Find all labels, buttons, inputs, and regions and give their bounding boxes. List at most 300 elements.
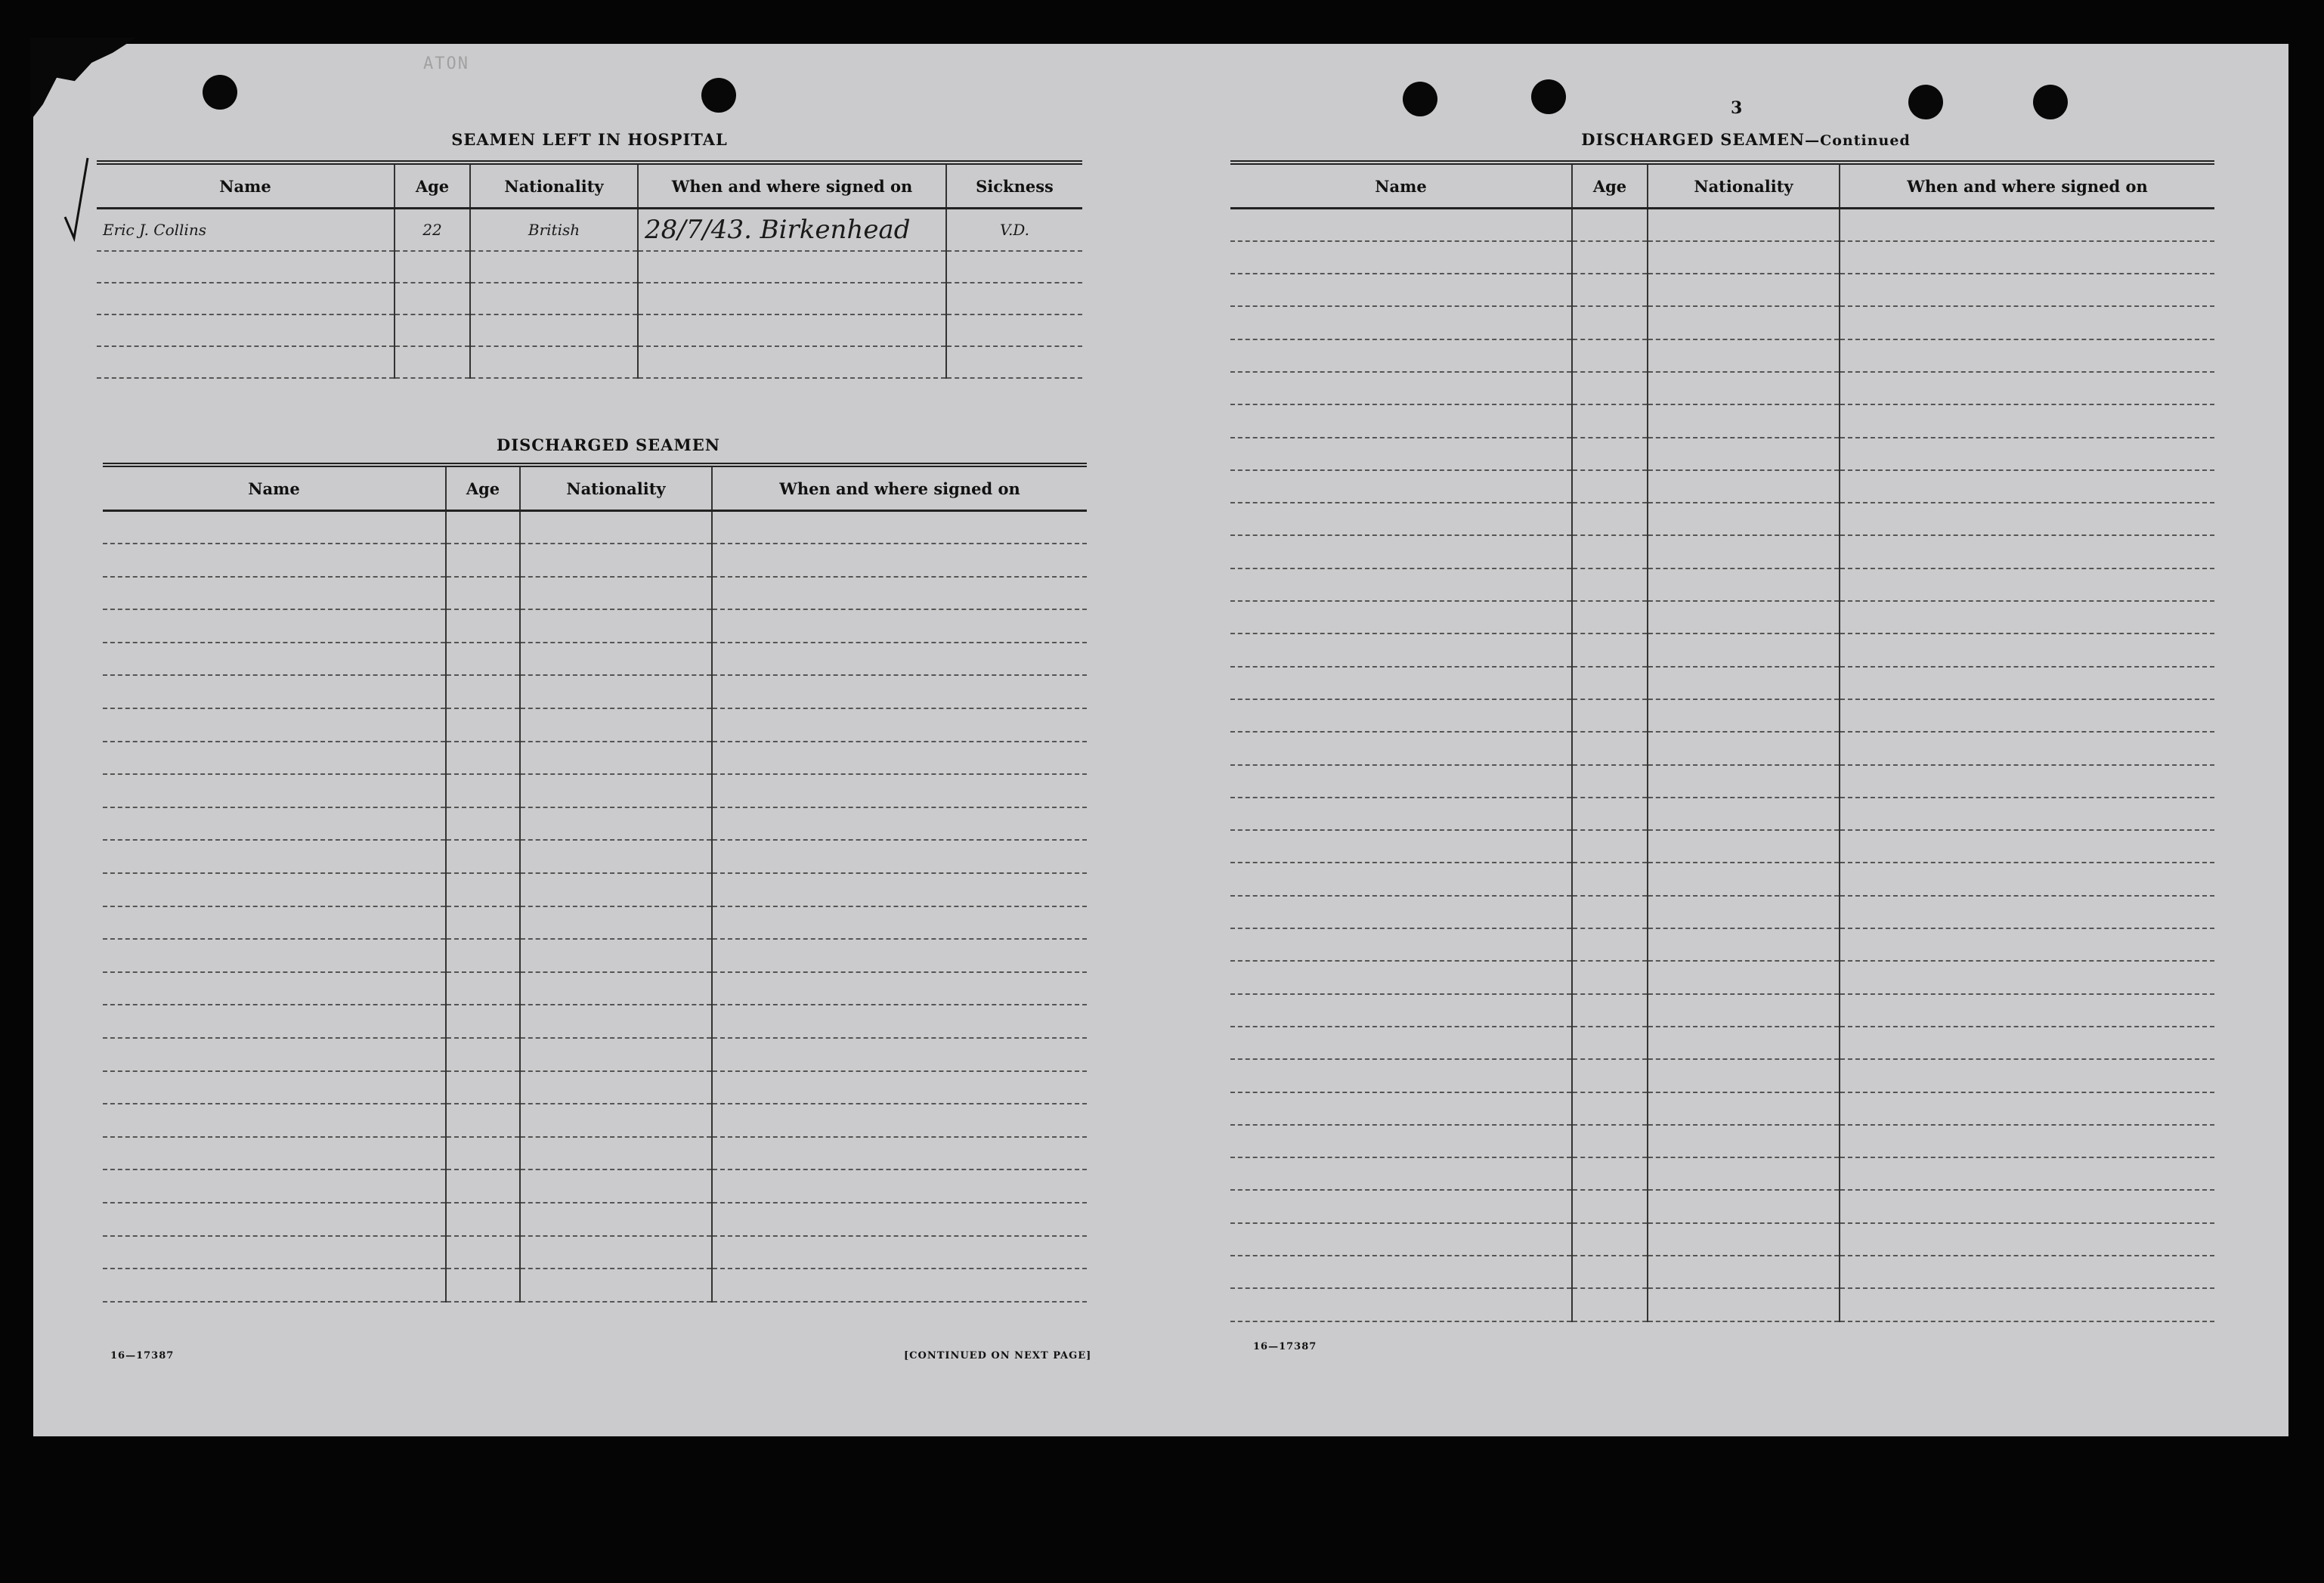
punch-hole <box>1531 79 1566 114</box>
blank-cell <box>1230 535 1572 568</box>
blank-cell <box>103 544 446 577</box>
table-row <box>1230 634 2214 666</box>
table-row <box>97 346 1082 378</box>
blank-cell <box>1572 568 1648 601</box>
blank-cell <box>1648 470 1840 503</box>
table-row <box>97 251 1082 283</box>
blank-cell <box>712 1104 1087 1137</box>
blank-cell <box>712 840 1087 873</box>
hospital-table <box>97 160 1082 379</box>
blank-cell <box>1230 1288 1572 1321</box>
blank-cell <box>1572 274 1648 306</box>
column-header-age: Age <box>1572 163 1648 209</box>
blank-cell <box>446 643 520 676</box>
blank-cell <box>1648 830 1840 863</box>
blank-cell <box>446 1071 520 1104</box>
blank-cell <box>1648 667 1840 699</box>
column-header-age: Age <box>395 163 470 209</box>
blank-cell <box>1572 798 1648 830</box>
blank-cell <box>1230 765 1572 798</box>
blank-cell <box>446 1104 520 1137</box>
blank-cell <box>1840 306 2214 339</box>
table-row <box>1230 1157 2214 1190</box>
blank-cell <box>1840 1288 2214 1321</box>
blank-cell <box>1230 1223 1572 1256</box>
blank-cell <box>1572 1092 1648 1125</box>
table-row <box>1230 699 2214 732</box>
column-header-sickness: Sickness <box>946 163 1082 209</box>
blank-cell <box>1572 306 1648 339</box>
blank-cell <box>1230 339 1572 372</box>
blank-cell <box>1840 241 2214 274</box>
table-row <box>103 774 1087 807</box>
table-row <box>1230 1288 2214 1321</box>
blank-cell <box>1230 241 1572 274</box>
table-row <box>103 1104 1087 1137</box>
discharged-continued-table <box>1230 160 2214 1322</box>
blank-cell <box>1572 994 1648 1027</box>
blank-cell <box>1840 404 2214 437</box>
blank-cell <box>1840 1223 2214 1256</box>
blank-cell <box>520 1236 712 1269</box>
blank-cell <box>712 577 1087 610</box>
blank-cell <box>1572 667 1648 699</box>
blank-cell <box>446 873 520 906</box>
table-row <box>1230 896 2214 928</box>
blank-cell <box>520 544 712 577</box>
blank-cell <box>1572 339 1648 372</box>
blank-cell <box>1230 863 1572 895</box>
table-row <box>103 643 1087 676</box>
blank-cell <box>520 1005 712 1038</box>
blank-cell <box>1572 732 1648 764</box>
blank-cell <box>1840 601 2214 634</box>
form-number: 16—17387 <box>1253 1341 1317 1352</box>
blank-cell <box>520 1203 712 1236</box>
blank-cell <box>1230 1092 1572 1125</box>
blank-cell <box>520 742 712 775</box>
blank-cell <box>1840 699 2214 732</box>
blank-cell <box>446 544 520 577</box>
table-row <box>103 1038 1087 1071</box>
blank-cell <box>1230 994 1572 1027</box>
table-row <box>1230 209 2214 241</box>
stamp-text: ATON <box>423 54 469 73</box>
blank-cell <box>1648 241 1840 274</box>
blank-cell <box>1572 601 1648 634</box>
table-row <box>1230 568 2214 601</box>
table-row <box>103 1137 1087 1170</box>
blank-cell <box>103 840 446 873</box>
blank-cell <box>1840 830 2214 863</box>
blank-cell <box>446 577 520 610</box>
blank-cell <box>712 1269 1087 1302</box>
blank-cell <box>1572 404 1648 437</box>
blank-cell <box>520 972 712 1005</box>
blank-cell <box>446 774 520 807</box>
punch-hole <box>2033 85 2068 119</box>
blank-cell <box>103 1005 446 1038</box>
blank-cell <box>1572 503 1648 535</box>
blank-cell <box>1840 1092 2214 1125</box>
blank-cell <box>1572 1157 1648 1190</box>
blank-cell <box>520 1104 712 1137</box>
blank-cell <box>1572 209 1648 241</box>
blank-cell <box>1648 1059 1840 1092</box>
blank-cell <box>1230 1256 1572 1288</box>
blank-cell <box>712 774 1087 807</box>
blank-cell <box>520 939 712 972</box>
blank-cell <box>1840 634 2214 666</box>
blank-cell <box>103 1236 446 1269</box>
blank-cell <box>446 1005 520 1038</box>
blank-cell <box>1572 372 1648 404</box>
blank-cell <box>1648 438 1840 470</box>
table-row <box>1230 1059 2214 1092</box>
blank-cell <box>1572 961 1648 993</box>
table-row <box>1230 1092 2214 1125</box>
blank-cell <box>1572 699 1648 732</box>
discharged-continued-title <box>1481 130 2010 149</box>
blank-cell <box>1230 209 1572 241</box>
blank-cell <box>1572 535 1648 568</box>
blank-cell <box>1648 1288 1840 1321</box>
punch-hole <box>203 75 237 110</box>
blank-cell <box>1648 699 1840 732</box>
table-row <box>103 807 1087 841</box>
blank-cell <box>520 511 712 544</box>
blank-cell <box>520 1137 712 1170</box>
table-row <box>103 840 1087 873</box>
blank-cell <box>712 873 1087 906</box>
blank-cell <box>712 1038 1087 1071</box>
blank-cell <box>446 1236 520 1269</box>
blank-cell <box>103 1137 446 1170</box>
blank-cell <box>712 742 1087 775</box>
table-row <box>1230 438 2214 470</box>
blank-cell <box>1840 1256 2214 1288</box>
table-row <box>1230 928 2214 961</box>
blank-cell <box>1840 568 2214 601</box>
column-header-signed-on: When and where signed on <box>1840 163 2214 209</box>
blank-cell <box>103 511 446 544</box>
blank-cell <box>446 1269 520 1302</box>
blank-cell <box>1572 1256 1648 1288</box>
blank-cell <box>1648 372 1840 404</box>
blank-cell <box>1230 928 1572 961</box>
seaman-sickness: V.D. <box>946 209 1082 251</box>
blank-cell <box>1840 1059 2214 1092</box>
blank-cell <box>1572 1027 1648 1059</box>
blank-cell <box>1230 732 1572 764</box>
blank-cell <box>1572 241 1648 274</box>
table-row <box>1230 765 2214 798</box>
blank-cell <box>1648 994 1840 1027</box>
blank-cell <box>1840 372 2214 404</box>
blank-cell <box>103 708 446 742</box>
blank-cell <box>1230 601 1572 634</box>
blank-cell <box>446 1038 520 1071</box>
blank-cell <box>1840 274 2214 306</box>
table-row <box>1230 503 2214 535</box>
blank-cell <box>446 939 520 972</box>
blank-cell <box>712 807 1087 841</box>
column-header-nationality: Nationality <box>470 163 638 209</box>
blank-cell <box>446 511 520 544</box>
blank-cell <box>446 609 520 643</box>
blank-cell <box>1572 634 1648 666</box>
blank-cell <box>103 609 446 643</box>
table-row <box>1230 470 2214 503</box>
punch-hole <box>1403 82 1437 116</box>
blank-cell <box>1572 470 1648 503</box>
blank-cell <box>1230 1157 1572 1190</box>
table-row <box>1230 863 2214 895</box>
blank-cell <box>1648 306 1840 339</box>
blank-cell <box>520 906 712 940</box>
blank-cell <box>1648 1256 1840 1288</box>
blank-cell <box>446 972 520 1005</box>
blank-cell <box>1230 667 1572 699</box>
table-row <box>1230 1256 2214 1288</box>
table-row <box>103 873 1087 906</box>
table-row <box>1230 830 2214 863</box>
form-number: 16—17387 <box>110 1350 175 1362</box>
blank-cell <box>1230 568 1572 601</box>
table-row <box>103 577 1087 610</box>
blank-cell <box>446 807 520 841</box>
blank-cell <box>1572 1059 1648 1092</box>
blank-cell <box>1230 1190 1572 1222</box>
blank-cell <box>103 807 446 841</box>
blank-cell <box>1648 274 1840 306</box>
table-row <box>103 511 1087 544</box>
blank-cell <box>1572 830 1648 863</box>
blank-cell <box>712 906 1087 940</box>
blank-cell <box>1840 503 2214 535</box>
blank-cell <box>1840 765 2214 798</box>
column-header-nationality: Nationality <box>520 465 712 511</box>
column-header-age: Age <box>446 465 520 511</box>
blank-cell <box>1840 798 2214 830</box>
blank-cell <box>712 609 1087 643</box>
blank-cell <box>446 675 520 708</box>
blank-cell <box>446 742 520 775</box>
table-row <box>1230 994 2214 1027</box>
table-row <box>103 675 1087 708</box>
blank-cell <box>712 1236 1087 1269</box>
blank-cell <box>1648 928 1840 961</box>
blank-cell <box>103 1169 446 1203</box>
blank-cell <box>1840 339 2214 372</box>
table-row <box>1230 1027 2214 1059</box>
blank-cell <box>520 807 712 841</box>
table-row <box>103 544 1087 577</box>
table-row <box>103 1005 1087 1038</box>
blank-cell <box>1230 438 1572 470</box>
blank-cell <box>1230 470 1572 503</box>
table-row <box>103 609 1087 643</box>
blank-cell <box>1840 209 2214 241</box>
seaman-nationality: British <box>470 209 638 251</box>
table-row <box>1230 1190 2214 1222</box>
blank-cell <box>520 1038 712 1071</box>
table-row <box>103 1236 1087 1269</box>
table-row <box>1230 1125 2214 1157</box>
checkmark-icon <box>62 155 92 246</box>
blank-cell <box>712 1005 1087 1038</box>
discharged-table <box>103 463 1087 1303</box>
table-row <box>97 209 1082 251</box>
blank-cell <box>1648 765 1840 798</box>
blank-cell <box>712 1169 1087 1203</box>
blank-cell <box>1840 994 2214 1027</box>
blank-cell <box>520 643 712 676</box>
table-row <box>1230 339 2214 372</box>
blank-cell <box>1840 928 2214 961</box>
blank-cell <box>1840 863 2214 895</box>
blank-cell <box>1572 765 1648 798</box>
table-row <box>1230 241 2214 274</box>
blank-cell <box>1648 1223 1840 1256</box>
blank-cell <box>103 742 446 775</box>
blank-cell <box>1230 503 1572 535</box>
blank-cell <box>103 972 446 1005</box>
blank-cell <box>1230 896 1572 928</box>
blank-cell <box>1648 601 1840 634</box>
blank-cell <box>1840 732 2214 764</box>
blank-cell <box>520 1071 712 1104</box>
blank-cell <box>1648 961 1840 993</box>
blank-cell <box>712 972 1087 1005</box>
blank-cell <box>712 939 1087 972</box>
blank-cell <box>520 708 712 742</box>
blank-cell <box>103 1038 446 1071</box>
blank-cell <box>1840 470 2214 503</box>
table-row <box>1230 601 2214 634</box>
blank-cell <box>103 577 446 610</box>
blank-cell <box>1230 634 1572 666</box>
blank-cell <box>1840 438 2214 470</box>
table-row <box>1230 404 2214 437</box>
blank-cell <box>103 643 446 676</box>
blank-cell <box>1648 1027 1840 1059</box>
blank-cell <box>520 774 712 807</box>
blank-cell <box>520 873 712 906</box>
page-number: 3 <box>1731 98 1743 118</box>
blank-cell <box>1230 404 1572 437</box>
blank-cell <box>1648 503 1840 535</box>
blank-cell <box>446 708 520 742</box>
punch-hole <box>701 78 736 113</box>
blank-cell <box>1230 274 1572 306</box>
discharged-section-title: DISCHARGED SEAMEN <box>497 435 720 454</box>
blank-cell <box>103 1269 446 1302</box>
blank-cell <box>1648 863 1840 895</box>
column-header-signed-on: When and where signed on <box>712 465 1087 511</box>
blank-cell <box>103 675 446 708</box>
blank-cell <box>1230 830 1572 863</box>
blank-cell <box>446 1203 520 1236</box>
title-main: DISCHARGED SEAMEN <box>1581 130 1806 149</box>
blank-cell <box>520 675 712 708</box>
blank-cell <box>1648 339 1840 372</box>
column-header-signed-on: When and where signed on <box>638 163 946 209</box>
blank-cell <box>103 1071 446 1104</box>
blank-cell <box>1840 667 2214 699</box>
table-row <box>1230 306 2214 339</box>
table-row <box>103 1269 1087 1302</box>
blank-cell <box>1840 896 2214 928</box>
blank-cell <box>446 1137 520 1170</box>
blank-cell <box>103 906 446 940</box>
table-row <box>1230 274 2214 306</box>
table-row <box>103 939 1087 972</box>
column-header-name: Name <box>97 163 395 209</box>
blank-cell <box>712 1137 1087 1170</box>
blank-cell <box>1230 961 1572 993</box>
blank-cell <box>1572 1190 1648 1222</box>
blank-cell <box>520 840 712 873</box>
blank-cell <box>1230 798 1572 830</box>
blank-cell <box>1230 1027 1572 1059</box>
blank-cell <box>1572 1288 1648 1321</box>
table-row <box>1230 667 2214 699</box>
blank-cell <box>1648 798 1840 830</box>
punch-hole <box>1908 85 1943 119</box>
table-row <box>1230 798 2214 830</box>
table-row <box>103 1169 1087 1203</box>
faded-stamp <box>423 54 710 138</box>
table-row <box>1230 372 2214 404</box>
table-row <box>1230 961 2214 993</box>
blank-cell <box>1648 209 1840 241</box>
blank-cell <box>712 1071 1087 1104</box>
blank-cell <box>1230 1059 1572 1092</box>
blank-cell <box>1572 438 1648 470</box>
blank-cell <box>1572 1223 1648 1256</box>
blank-cell <box>1840 961 2214 993</box>
table-row <box>103 972 1087 1005</box>
table-row <box>103 906 1087 940</box>
continued-note: [CONTINUED ON NEXT PAGE] <box>904 1350 1092 1362</box>
table-row <box>103 708 1087 742</box>
blank-cell <box>1648 634 1840 666</box>
blank-cell <box>712 675 1087 708</box>
blank-cell <box>1230 306 1572 339</box>
blank-cell <box>520 609 712 643</box>
column-header-nationality: Nationality <box>1648 163 1840 209</box>
blank-cell <box>1840 1125 2214 1157</box>
blank-cell <box>446 906 520 940</box>
blank-cell <box>446 840 520 873</box>
column-header-name: Name <box>103 465 446 511</box>
blank-cell <box>103 873 446 906</box>
hospital-section-title: SEAMEN LEFT IN HOSPITAL <box>451 130 728 149</box>
blank-cell <box>1230 699 1572 732</box>
blank-cell <box>103 1104 446 1137</box>
blank-cell <box>1648 1125 1840 1157</box>
blank-cell <box>1648 1092 1840 1125</box>
blank-cell <box>712 511 1087 544</box>
blank-cell <box>520 577 712 610</box>
blank-cell <box>712 708 1087 742</box>
blank-cell <box>103 939 446 972</box>
blank-cell <box>520 1169 712 1203</box>
table-row <box>1230 535 2214 568</box>
blank-cell <box>712 544 1087 577</box>
table-row <box>97 283 1082 314</box>
